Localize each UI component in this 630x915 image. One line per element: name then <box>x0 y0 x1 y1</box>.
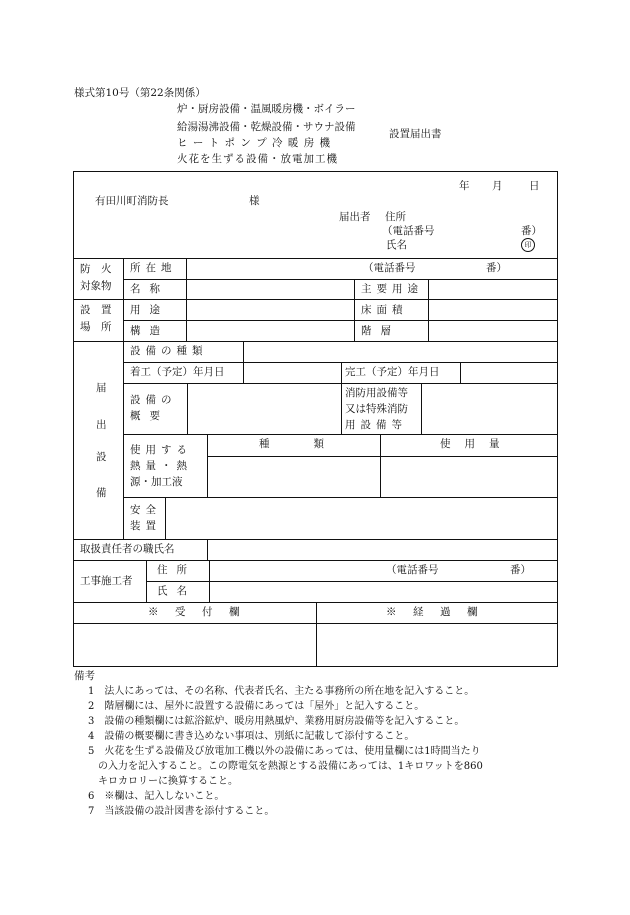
main-use-label: 主要用途 <box>361 283 423 295</box>
rule <box>123 434 558 435</box>
remark-item: 7 当該設備の設計図書を添付すること。 <box>88 806 275 817</box>
rule <box>165 497 166 539</box>
amount-header: 使用量 <box>440 438 514 450</box>
equipment-type-label: 設備の種類 <box>130 345 208 357</box>
title-suffix: 設置届出書 <box>389 128 442 140</box>
rule <box>207 456 558 457</box>
safety-label-1: 安全 <box>130 504 161 516</box>
rule <box>123 320 558 321</box>
addressee: 有田川町消防長 <box>95 195 169 207</box>
rule <box>207 434 208 497</box>
applicant-phone-label: （電話番号 <box>382 225 435 237</box>
place-label-1: 設 置 <box>80 304 112 316</box>
location-label: 所在地 <box>130 262 177 274</box>
place-label-2: 場 所 <box>80 321 112 333</box>
contractor-address-label: 住所 <box>157 564 196 576</box>
month-label: 月 <box>492 180 503 192</box>
overview-label-2: 概要 <box>130 410 169 422</box>
rule <box>73 299 558 300</box>
floor-area-label: 床面積 <box>361 304 408 316</box>
rule <box>73 258 558 259</box>
target-phone-ban: 番） <box>486 262 507 274</box>
rule <box>207 539 208 560</box>
heat-label-2: 熱量・熱 <box>130 460 192 472</box>
rule <box>421 383 422 434</box>
remark-item: 1 法人にあっては、その名称、代表者氏名、主たる事務所の所在地を記入すること。 <box>88 686 475 697</box>
progress-header: ※ 経 過 欄 <box>386 606 481 618</box>
manager-label: 取扱責任者の職氏名 <box>80 543 175 555</box>
kind-header: 種類 <box>259 438 368 450</box>
notification-side-3: 設 <box>96 451 107 463</box>
structure-label: 構造 <box>130 325 169 337</box>
form-number: 様式第10号（第22条関係） <box>74 87 206 99</box>
rule <box>209 560 210 602</box>
title-line-1: 炉・厨房設備・温風暖房機・ボイラー <box>177 103 356 115</box>
year-label: 年 <box>459 180 470 192</box>
title-line-4: 火花を生ずる設備・放電加工機 <box>177 153 338 165</box>
rule <box>187 383 188 434</box>
rule <box>380 434 381 497</box>
rule <box>123 497 558 498</box>
floor-label: 階層 <box>361 325 400 337</box>
rule <box>316 602 317 667</box>
remark-item: 4 設備の概要欄に書き込めない事項は、別紙に記載して添付すること。 <box>88 731 415 742</box>
rule <box>73 539 558 540</box>
overview-label-1: 設備の <box>130 394 177 406</box>
contractor-phone-label: （電話番号 <box>386 564 439 576</box>
remark-item: 5 火花を生ずる設備及び放電加工機以外の設備にあっては、使用量欄には1時間当たり <box>88 746 481 757</box>
rule <box>354 279 355 341</box>
rule <box>428 279 429 341</box>
rule <box>243 341 244 383</box>
contractor-label: 工事施工者 <box>80 575 133 587</box>
rule <box>146 560 147 602</box>
rule <box>341 383 342 434</box>
rule <box>186 258 187 341</box>
addressee-honorific: 様 <box>249 195 260 207</box>
safety-label-2: 装置 <box>130 520 161 532</box>
rule <box>123 279 558 280</box>
target-label-1: 防 火 <box>80 263 112 275</box>
notification-side-1: 届 <box>96 382 107 394</box>
rule <box>460 362 461 383</box>
start-date-label: 着工（予定）年月日 <box>130 366 225 378</box>
fire-equipment-label-1: 消防用設備等 <box>345 387 408 399</box>
heat-label-3: 源・加工液 <box>130 476 183 488</box>
notification-side-2: 出 <box>96 419 107 431</box>
title-line-2: 給湯湯沸設備・乾燥設備・サウナ設備 <box>177 121 356 133</box>
complete-date-label: 完工（予定）年月日 <box>345 366 440 378</box>
applicant-label: 届出者 <box>339 211 371 223</box>
remark-item: 6 ※欄は、記入しないこと。 <box>88 791 225 802</box>
contractor-phone-ban: 番） <box>510 564 531 576</box>
applicant-phone-ban: 番） <box>521 225 542 237</box>
remark-item: の入力を記入すること。この際電気を熱源とする設備にあっては、1キロワットを860 <box>88 761 483 772</box>
rule <box>123 258 124 539</box>
applicant-name-label: 氏名 <box>386 239 407 251</box>
rule <box>341 362 342 383</box>
name-label: 名称 <box>130 283 169 295</box>
day-label: 日 <box>529 180 540 192</box>
notification-side-4: 備 <box>96 487 107 499</box>
fire-equipment-label-3: 用設備等 <box>345 419 407 431</box>
remarks-title: 備考 <box>74 670 95 682</box>
applicant-address-label: 住所 <box>385 211 406 223</box>
reception-header: ※ 受 付 欄 <box>148 606 243 618</box>
contractor-name-label: 氏名 <box>157 585 196 597</box>
remark-item: 3 設備の種類欄には鉱浴鉱炉、暖房用熱風炉、業務用厨房設備等を記入すること。 <box>88 716 465 727</box>
title-line-3: ヒ ー ト ポ ン プ 冷 暖 房 機 <box>177 137 332 149</box>
seal-mark: 印 <box>521 238 535 252</box>
remark-item: 2 階層欄には、屋外に設置する設備にあっては「屋外」と記入すること。 <box>88 701 425 712</box>
use-label: 用途 <box>130 304 169 316</box>
heat-label-1: 使用する <box>130 444 192 456</box>
rule <box>146 581 558 582</box>
fire-equipment-label-2: 又は特殊消防 <box>345 403 408 415</box>
rule <box>73 341 558 342</box>
target-label-2: 対象物 <box>80 280 112 292</box>
target-phone-label: （電話番号 <box>363 262 416 274</box>
remark-item: キロカロリーに換算すること。 <box>88 776 238 787</box>
